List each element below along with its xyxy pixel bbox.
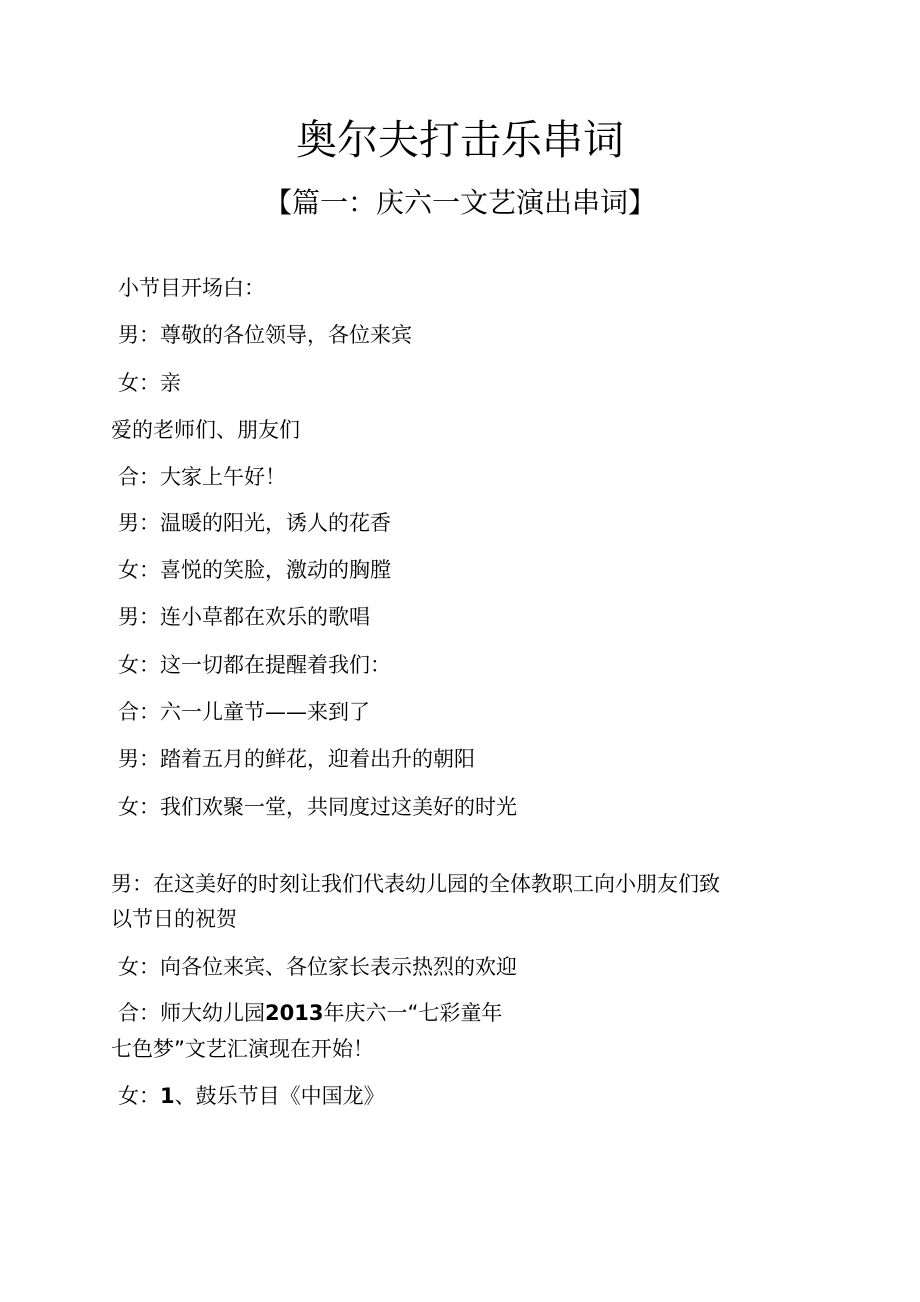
text-line: 男：连小草都在欢乐的歌唱	[118, 605, 370, 629]
text-line: 男：温暖的阳光，诱人的花香	[118, 511, 391, 535]
text-line: 小节目开场白：	[118, 276, 265, 300]
text-line: 男：尊敬的各位领导，各位来宾	[118, 323, 412, 347]
document-subtitle: 【篇一：庆六一文艺演出串词】	[263, 186, 656, 219]
text-segment: 年庆六一“七彩童年	[323, 1001, 503, 1025]
text-line	[118, 1081, 385, 1111]
text-segment: 合：师大幼儿园	[118, 1001, 265, 1025]
text-line	[118, 998, 502, 1028]
text-line: 女：我们欢聚一堂，共同度过这美好的时光	[118, 795, 517, 819]
number-text: 1	[160, 1084, 175, 1108]
text-line: 女：这一切都在提醒着我们：	[118, 653, 391, 677]
text-segment: 、鼓乐节目《中国龙》	[174, 1084, 385, 1108]
text-line: 以节日的祝贺	[111, 907, 237, 931]
text-line: 合：六一儿童节——来到了	[118, 700, 370, 724]
text-line: 女：向各位来宾、各位家长表示热烈的欢迎	[118, 955, 517, 979]
text-line: 男：在这美好的时刻让我们代表幼儿园的全体教职工向小朋友们致	[111, 872, 720, 896]
text-line: 爱的老师们、朋友们	[111, 418, 300, 442]
document-title: 奥尔夫打击乐串词	[296, 116, 624, 164]
text-line: 合：大家上午好！	[118, 465, 286, 489]
text-line: 七色梦”文艺汇演现在开始！	[111, 1037, 374, 1061]
year-text: 2013	[265, 1001, 324, 1025]
text-line: 女：亲	[118, 371, 181, 395]
text-line: 男：踏着五月的鲜花，迎着出升的朝阳	[118, 747, 475, 771]
text-segment: 女：	[118, 1084, 160, 1108]
text-line: 女：喜悦的笑脸，激动的胸膛	[118, 558, 391, 582]
